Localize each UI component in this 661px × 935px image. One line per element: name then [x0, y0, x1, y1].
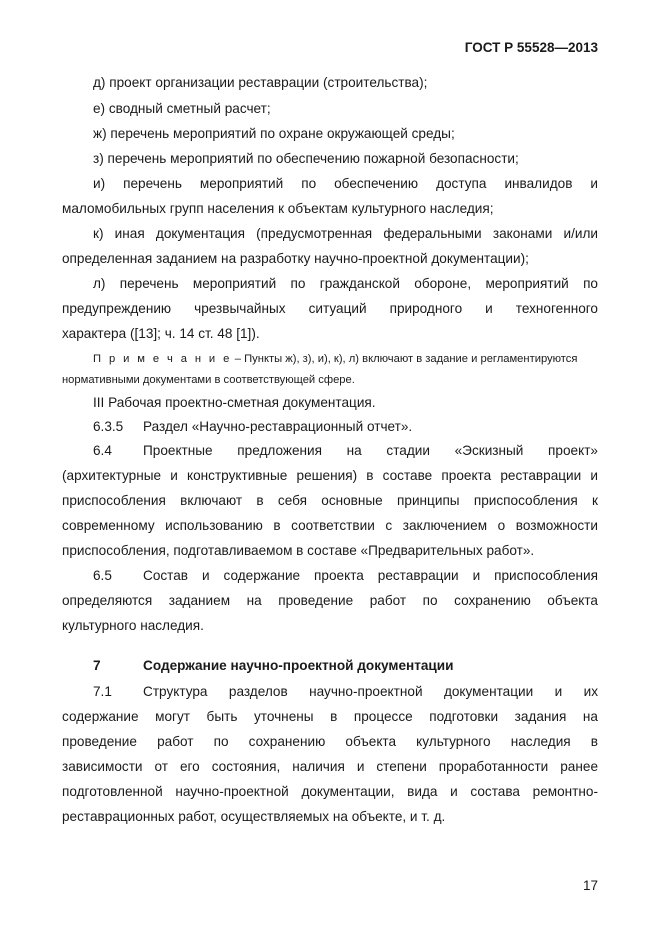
- page-number: 17: [582, 878, 598, 893]
- clause-text: Проектные предложения на стадии «Эскизный проект»: [143, 443, 598, 458]
- clause-text: Состав и содержание проекта реставрации и приспособления: [143, 568, 598, 583]
- list-item-l-line2: предупреждению чрезвычайных ситуаций природного и техногенного: [62, 301, 598, 316]
- note-text-1: – Пункты ж), з), и), к), л) включают в задание и регламентируются: [231, 353, 578, 365]
- clause-6-5-line2: определяются заданием на проведение работ по сохранению объекта: [62, 593, 598, 608]
- list-item-i-line2: маломобильных групп населения к объектам культурного наследия;: [62, 201, 494, 216]
- list-item-zh: ж) перечень мероприятий по охране окружающей среды;: [93, 126, 455, 141]
- clause-6-4-line5: приспособления, подготавливаемом в составе «Предварительных работ».: [62, 543, 535, 558]
- stage-iii-heading: III Рабочая проектно-сметная документация.: [93, 395, 376, 410]
- clause-text: Раздел «Научно-реставрационный отчет».: [143, 419, 413, 434]
- clause-6-5-line1: [93, 568, 598, 584]
- list-item-i-line1: и) перечень мероприятий по обеспечению доступа инвалидов и: [93, 176, 598, 191]
- section-number: 7: [93, 658, 101, 673]
- clause-6-4-line2: (архитектурные и конструктивные решения) в составе проекта реставрации и: [62, 468, 598, 483]
- clause-6-4-line3: приспособления включают в себя основные принципы приспособления к: [62, 493, 598, 508]
- clause-7-1-line5: подготовленной научно-проектной документации, вида и состава ремонтно-: [62, 784, 598, 799]
- clause-number: 6.5: [93, 568, 112, 583]
- clause-number: 6.3.5: [93, 419, 124, 434]
- list-item-z: з) перечень мероприятий по обеспечению пожарной безопасности;: [93, 151, 519, 166]
- clause-7-1-line3: проведение работ по сохранению объекта культурного наследия в: [62, 734, 598, 749]
- list-item-e: е) сводный сметный расчет;: [93, 101, 271, 116]
- note-label: П р и м е ч а н и е: [93, 353, 232, 365]
- section-title: Содержание научно-проектной документации: [143, 658, 454, 673]
- note-line2: нормативными документами в соответствующей сфере.: [62, 374, 355, 386]
- clause-6-4-line1: [93, 443, 598, 459]
- clause-7-1-line2: содержание могут быть уточнены в процессе подготовки задания на: [62, 709, 598, 724]
- clause-7-1-line6: реставрационных работ, осуществляемых на объекте, и т. д.: [62, 809, 446, 824]
- list-item-k-line2: определенная заданием на разработку научно-проектной документации);: [62, 251, 529, 266]
- note-line1: [93, 351, 598, 367]
- document-code-header: ГОСТ Р 55528—2013: [464, 40, 598, 55]
- list-item-k-line1: к) иная документация (предусмотренная федеральными законами и/или: [93, 226, 598, 241]
- list-item-l-line3: характера ([13]; ч. 14 ст. 48 [1]).: [62, 326, 260, 341]
- clause-number: 6.4: [93, 443, 112, 458]
- list-item-l-line1: л) перечень мероприятий по гражданской обороне, мероприятий по: [93, 276, 598, 291]
- clause-number: 7.1: [93, 684, 112, 699]
- clause-7-1-line1: [93, 684, 598, 700]
- list-item-d: д) проект организации реставрации (строительства);: [93, 75, 428, 90]
- clause-7-1-line4: зависимости от его состояния, наличия и степени проработанности ранее: [62, 759, 598, 774]
- section-7-heading: [93, 658, 598, 674]
- clause-text: Структура разделов научно-проектной документации и их: [143, 684, 598, 699]
- clause-6-5-line3: культурного наследия.: [62, 618, 204, 633]
- clause-6-3-5: [93, 419, 598, 435]
- clause-6-4-line4: современному использованию в соответствии с заключением о возможности: [62, 518, 598, 533]
